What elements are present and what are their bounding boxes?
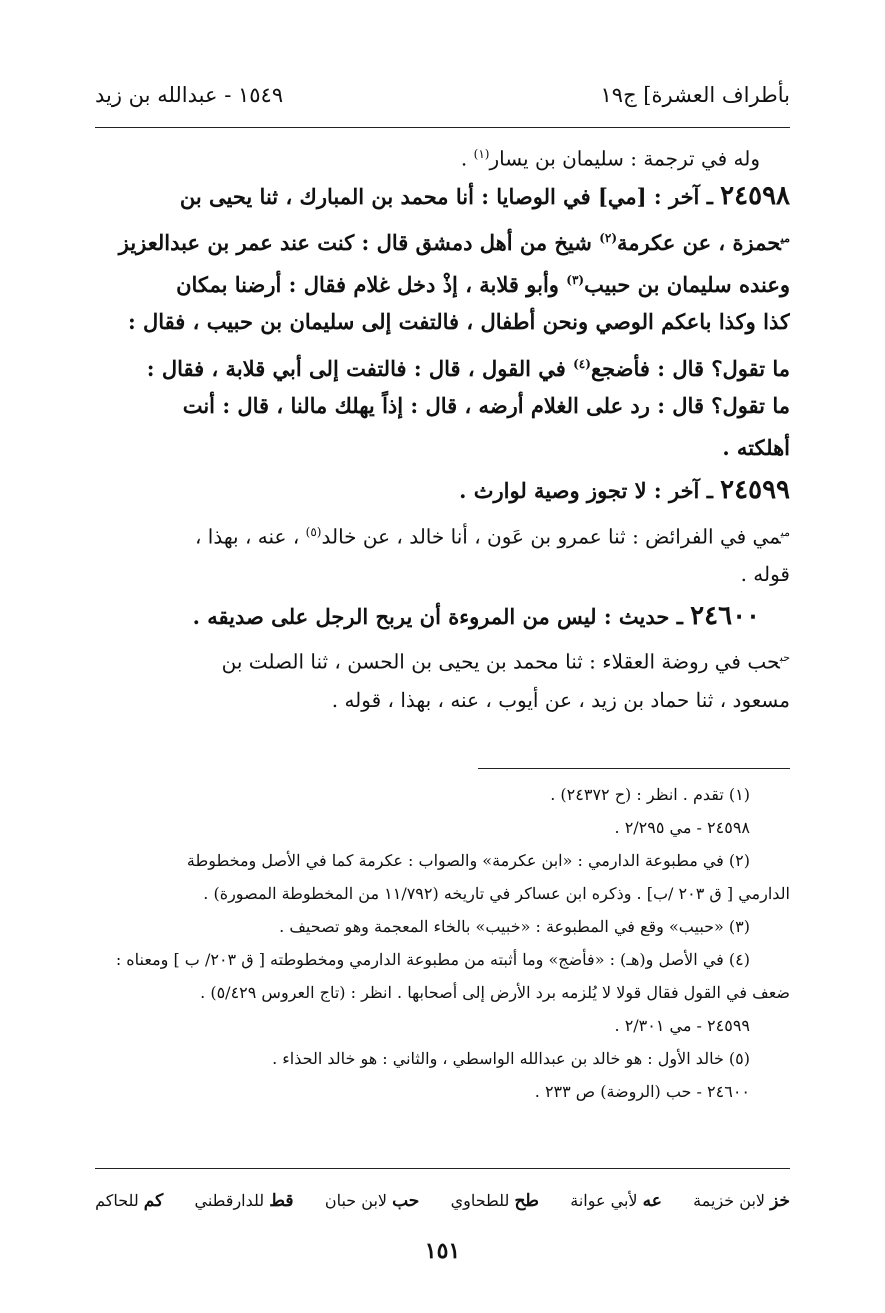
footnote-line: (١) تقدم . انظر : (ح ٢٤٣٧٢) . bbox=[550, 785, 750, 804]
footnote-line: ٢٤٥٩٩ - مي ٢/٣٠١ . bbox=[614, 1016, 750, 1035]
text-line: وعنده سليمان بن حبيب$^{(٣)}$ وأبو قلابة ، إذْ دخل غلام فقال : أرضنا بمكان bbox=[176, 272, 790, 297]
source-siglum: مي bbox=[780, 526, 790, 539]
footnote-line: (٢) في مطبوعة الدارمي : «ابن عكرمة» والصواب : عكرمة كما في الأصل ومخطوطة bbox=[186, 851, 750, 870]
header-book-title: بأطراف العشرة] ج١٩ bbox=[600, 83, 790, 107]
hadith-number: ٢٤٥٩٨ bbox=[720, 181, 790, 211]
footnotes bbox=[95, 778, 790, 1108]
main-text bbox=[95, 133, 790, 721]
text-line: $^{مي}$مي في الفرائض : ثنا عمرو بن عَون ، أنا خالد ، عن خالد$^{(٥)}$ ، عنه ، بهذا ، bbox=[194, 524, 790, 549]
text-line: $^{حب}$حب في روضة العقلاء : ثنا محمد بن يحيى بن الحسن ، ثنا الصلت بن bbox=[221, 649, 790, 674]
text-line: ما تقول؟ قال : رد على الغلام أرضه ، قال : إذاً يهلك مالنا ، قال : أنت bbox=[182, 393, 790, 418]
text-line: $^{مي}$حمزة ، عن عكرمة$^{(٢)}$ شيخ من أهل دمشق قال : كنت عند عمر بن عبدالعزيز bbox=[118, 230, 790, 255]
source-siglum: حب bbox=[779, 651, 790, 664]
abbr-item: قط للدارقطني bbox=[194, 1191, 294, 1211]
abbr-item: عه لأبي عوانة bbox=[570, 1191, 662, 1211]
abbr-item: حب لابن حبان bbox=[324, 1191, 420, 1211]
text-line: وله في ترجمة : سليمان بن يسار$^{(١)}$ . bbox=[460, 146, 760, 171]
footnote-line: (٤) في الأصل و(هـ) : «فأضج» وما أثبته من مطبوعة الدارمي ومخطوطته [ ق ٢٠٣/ ب ] ومعناه : bbox=[115, 950, 750, 969]
header-section-title: ١٥٤٩ - عبدالله بن زيد bbox=[95, 83, 284, 107]
text-line: مسعود ، ثنا حماد بن زيد ، عن أيوب ، عنه ، بهذا ، قوله . bbox=[331, 688, 790, 712]
footnote-line: ٢٤٥٩٨ - مي ٢/٢٩٥ . bbox=[614, 818, 750, 837]
footnote-line: الدارمي [ ق ٢٠٣ /ب] . وذكره ابن عساكر في تاريخه (١١/٧٩٢ من المخطوطة المصورة) . bbox=[203, 884, 790, 903]
text-line: أهلكته . bbox=[722, 435, 790, 460]
hadith-number: ٢٤٦٠٠ bbox=[690, 601, 760, 631]
text-line: قوله . bbox=[740, 562, 790, 586]
footnote-rule bbox=[478, 768, 790, 769]
source-siglum: مي bbox=[780, 232, 790, 245]
abbr-item: طح للطحاوي bbox=[450, 1191, 539, 1211]
abbr-item: كم للحاكم bbox=[95, 1191, 164, 1211]
footer-rule bbox=[95, 1168, 790, 1169]
footnote-line: ضعف في القول فقال قولا لا يُلزمه برد الأرض إلى أصحابها . انظر : (تاج العروس ٥/٤٢٩) . bbox=[200, 983, 790, 1002]
hadith-24599-heading: ٢٤٥٩٩ ـ آخر : لا تجوز وصية لوارث . bbox=[459, 475, 790, 505]
footnote-line: ٢٤٦٠٠ - حب (الروضة) ص ٢٣٣ . bbox=[534, 1082, 750, 1101]
page-number: ١٥١ bbox=[424, 1238, 461, 1264]
abbr-item: خز لابن خزيمة bbox=[693, 1191, 790, 1211]
hadith-24600-heading: ٢٤٦٠٠ ـ حديث : ليس من المروءة أن يربح الرجل على صديقه . bbox=[192, 601, 760, 631]
abbreviation-key bbox=[95, 1183, 790, 1219]
footnote-line: (٣) «حبيب» وقع في المطبوعة : «خبيب» بالخاء المعجمة وهو تصحيف . bbox=[279, 917, 750, 936]
text-line: ما تقول؟ قال : فأضجع$^{(٤)}$ في القول ، قال : فالتفت إلى أبي قلابة ، فقال : bbox=[146, 356, 790, 381]
header-rule bbox=[95, 127, 790, 128]
text-line: كذا وكذا باعكم الوصي ونحن أطفال ، فالتفت إلى سليمان بن حبيب ، فقال : bbox=[127, 309, 790, 334]
hadith-24598-heading: ٢٤٥٩٨ ـ آخر : [مي] في الوصايا : أنا محمد بن المبارك ، ثنا يحيى بن bbox=[179, 181, 790, 211]
footnote-line: (٥) خالد الأول : هو خالد بن عبدالله الواسطي ، والثاني : هو خالد الحذاء . bbox=[272, 1049, 750, 1068]
running-header bbox=[95, 78, 790, 112]
hadith-number: ٢٤٥٩٩ bbox=[720, 475, 790, 505]
